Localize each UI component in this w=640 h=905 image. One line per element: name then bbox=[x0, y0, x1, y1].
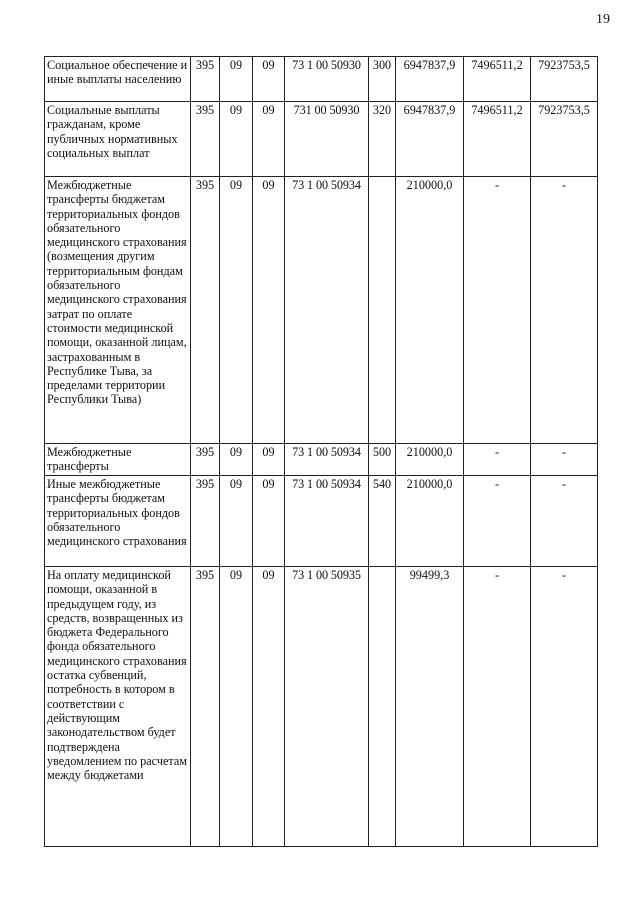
budget-table bbox=[44, 56, 598, 847]
amount-year-1: 210000,0 bbox=[396, 177, 464, 444]
subsection-code: 09 bbox=[253, 476, 285, 567]
ministry-code: 395 bbox=[191, 102, 220, 177]
section-code: 09 bbox=[220, 57, 253, 102]
row-name: Межбюджетные трансферты бюджетам территориальных фондов обязательного медицинского страхования (возмещения другим территориальным фондам обязательного медицинского страхования затрат по оплате стоимости медицинской помощи, оказанной лицам, застрахованным в Республике Тыва, за пределами территории Республики Тыва) bbox=[45, 177, 191, 444]
expense-type-code bbox=[369, 567, 396, 847]
row-name: Социальные выплаты гражданам, кроме публичных нормативных социальных выплат bbox=[45, 102, 191, 177]
amount-year-2: 7496511,2 bbox=[464, 57, 531, 102]
expense-type-code: 320 bbox=[369, 102, 396, 177]
expense-type-code: 500 bbox=[369, 444, 396, 476]
ministry-code: 395 bbox=[191, 444, 220, 476]
row-name: На оплату медицинской помощи, оказанной в предыдущем году, из средств, возвращенных из бюджета Федерального фонда обязательного медицинского страхования остатка субвенций, потребность в котором в соответствии с действующим законодательством будет подтверждена уведомлением по расчетам между бюджетами bbox=[45, 567, 191, 847]
amount-year-3: 7923753,5 bbox=[531, 102, 598, 177]
amount-year-2: - bbox=[464, 567, 531, 847]
subsection-code: 09 bbox=[253, 177, 285, 444]
row-name: Социальное обеспечение и иные выплаты населению bbox=[45, 57, 191, 102]
row-name: Межбюджетные трансферты bbox=[45, 444, 191, 476]
row-name: Иные межбюджетные трансферты бюджетам территориальных фондов обязательного медицинского страхования bbox=[45, 476, 191, 567]
amount-year-3: 7923753,5 bbox=[531, 57, 598, 102]
ministry-code: 395 bbox=[191, 476, 220, 567]
amount-year-2: - bbox=[464, 177, 531, 444]
subsection-code: 09 bbox=[253, 102, 285, 177]
section-code: 09 bbox=[220, 476, 253, 567]
target-code: 73 1 00 50930 bbox=[285, 57, 369, 102]
target-code: 73 1 00 50935 bbox=[285, 567, 369, 847]
table-body bbox=[45, 57, 598, 847]
target-code: 73 1 00 50934 bbox=[285, 476, 369, 567]
expense-type-code: 300 bbox=[369, 57, 396, 102]
amount-year-3: - bbox=[531, 567, 598, 847]
amount-year-1: 6947837,9 bbox=[396, 102, 464, 177]
target-code: 731 00 50930 bbox=[285, 102, 369, 177]
expense-type-code: 540 bbox=[369, 476, 396, 567]
section-code: 09 bbox=[220, 567, 253, 847]
table-row bbox=[45, 102, 598, 177]
expense-type-code bbox=[369, 177, 396, 444]
ministry-code: 395 bbox=[191, 57, 220, 102]
table-row bbox=[45, 177, 598, 444]
section-code: 09 bbox=[220, 177, 253, 444]
amount-year-2: 7496511,2 bbox=[464, 102, 531, 177]
table-row bbox=[45, 57, 598, 102]
amount-year-3: - bbox=[531, 177, 598, 444]
amount-year-1: 99499,3 bbox=[396, 567, 464, 847]
amount-year-2: - bbox=[464, 444, 531, 476]
page-number: 19 bbox=[596, 12, 610, 27]
table-row bbox=[45, 444, 598, 476]
subsection-code: 09 bbox=[253, 444, 285, 476]
section-code: 09 bbox=[220, 102, 253, 177]
subsection-code: 09 bbox=[253, 57, 285, 102]
amount-year-2: - bbox=[464, 476, 531, 567]
amount-year-1: 210000,0 bbox=[396, 476, 464, 567]
section-code: 09 bbox=[220, 444, 253, 476]
subsection-code: 09 bbox=[253, 567, 285, 847]
amount-year-3: - bbox=[531, 444, 598, 476]
table-row bbox=[45, 567, 598, 847]
amount-year-1: 6947837,9 bbox=[396, 57, 464, 102]
ministry-code: 395 bbox=[191, 177, 220, 444]
target-code: 73 1 00 50934 bbox=[285, 444, 369, 476]
amount-year-1: 210000,0 bbox=[396, 444, 464, 476]
amount-year-3: - bbox=[531, 476, 598, 567]
target-code: 73 1 00 50934 bbox=[285, 177, 369, 444]
ministry-code: 395 bbox=[191, 567, 220, 847]
table-row bbox=[45, 476, 598, 567]
